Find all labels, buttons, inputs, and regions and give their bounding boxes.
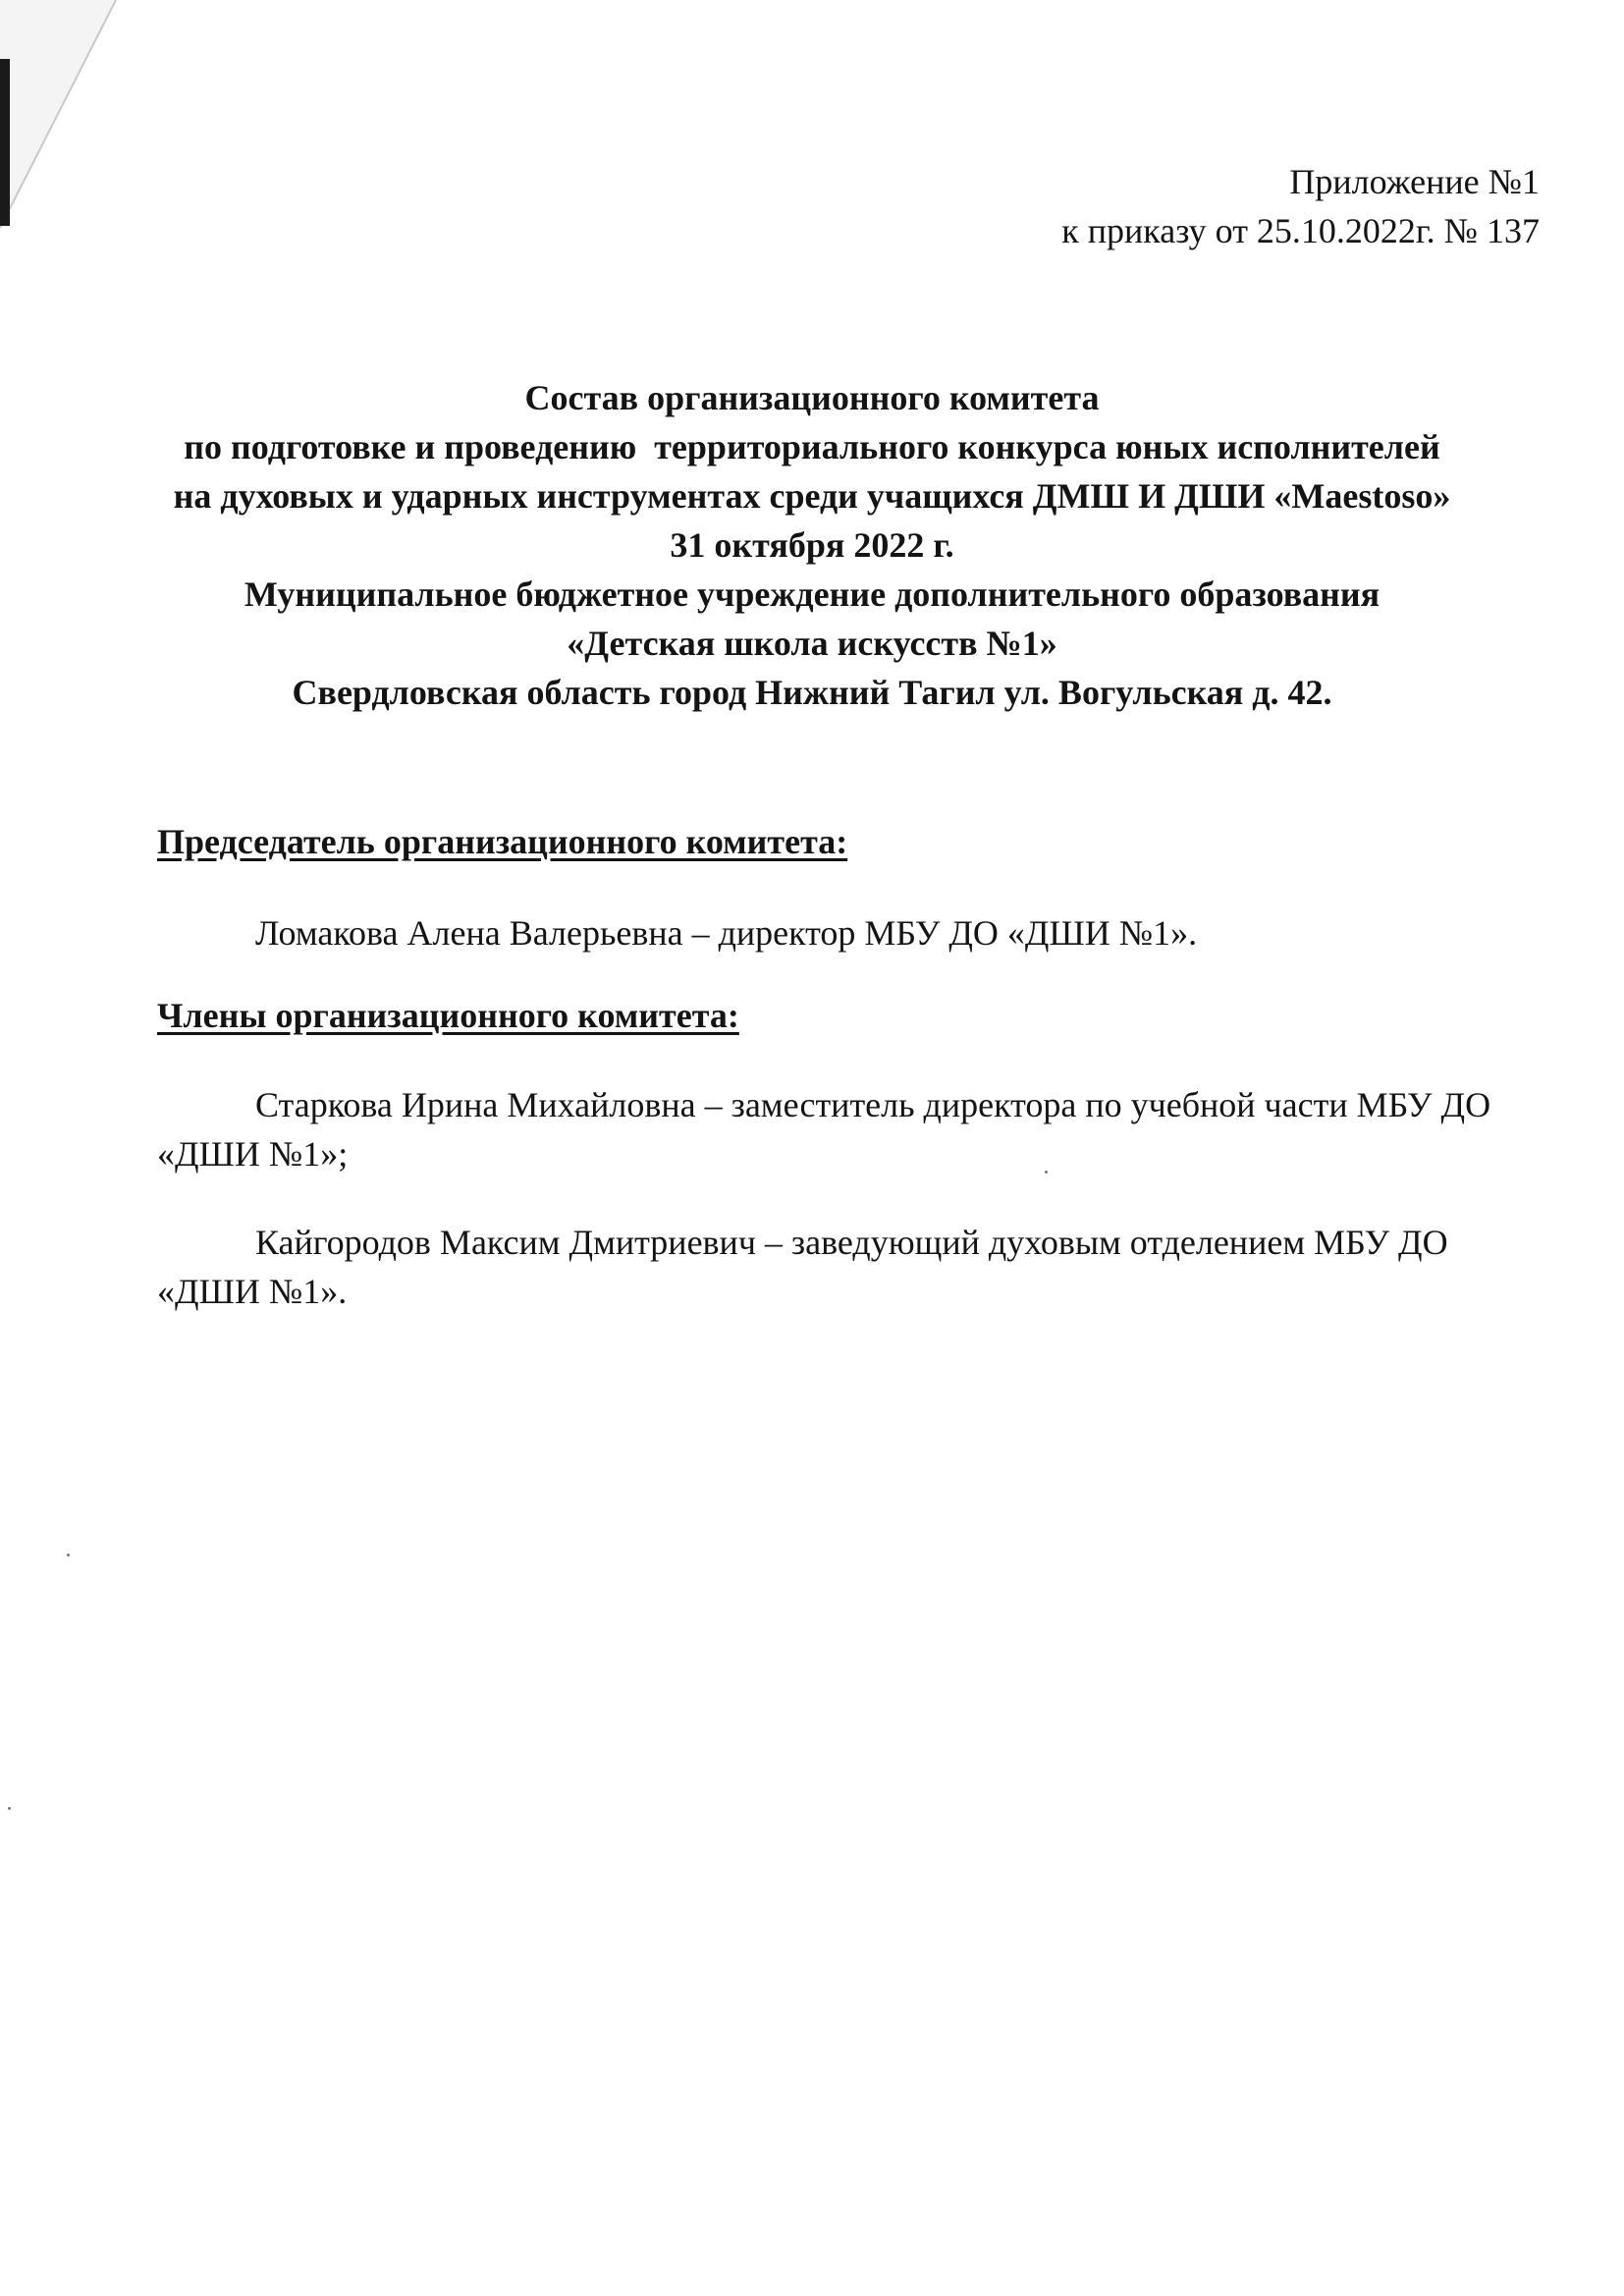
member-entry: Старкова Ирина Михайловна – заместитель директора по учебной части МБУ ДО «ДШИ №1»; [157,1085,1491,1174]
title-line: Состав организационного комитета [524,378,1100,417]
chair-entry: Ломакова Алена Валерьевна – директор МБУ ДО «ДШИ №1». [255,913,1198,953]
title-line: на духовых и ударных инструментах среди учащихся ДМШ И ДШИ «Maestoso» [173,476,1451,516]
title-line: Свердловская область город Нижний Тагил ул. Вогульская д. 42. [292,673,1332,712]
title-line: 31 октября 2022 г. [670,525,954,565]
scan-speck [8,1807,11,1810]
title-line: «Детская школа искусств №1» [567,624,1057,663]
document-title [98,373,1526,717]
appendix-reference [1061,157,1540,255]
member-entry: Кайгородов Максим Дмитриевич – заведующий духовым отделением МБУ ДО «ДШИ №1». [157,1223,1448,1311]
members-heading: Члены организационного комитета: [157,996,739,1035]
chair-heading: Председатель организационного комитета: [157,822,848,861]
appendix-number: Приложение №1 [1289,162,1540,201]
scan-corner-fold [0,0,118,236]
title-line: по подготовке и проведению территориального конкурса юных исполнителей [184,427,1440,466]
title-line: Муниципальное бюджетное учреждение дополнительного образования [244,574,1380,614]
scan-speck [67,1554,70,1557]
order-reference: к приказу от 25.10.2022г. № 137 [1061,211,1540,250]
